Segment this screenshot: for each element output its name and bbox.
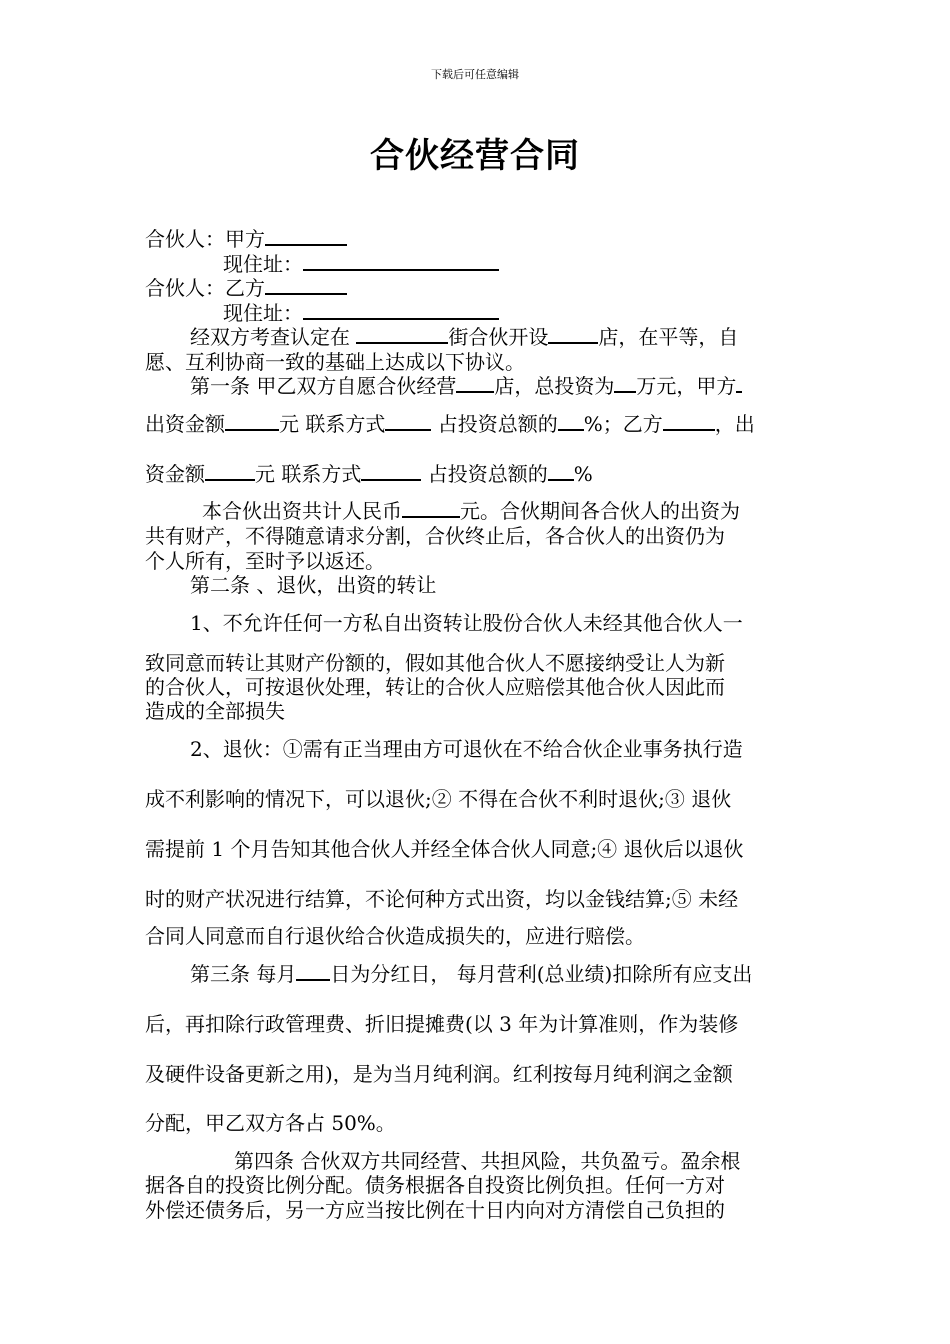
article-4-line: 第四条 合伙双方共同经营、共担风险，共负盈亏。盈余根: [234, 1149, 741, 1173]
article-1-line: 出资金额 元 联系方式 占投资总额的 %；乙方 ，出: [145, 412, 755, 436]
paragraph-line: 据各自的投资比例分配。债务根据各自投资比例负担。任何一方对: [145, 1173, 725, 1197]
party-a-line: 合伙人：甲方: [145, 226, 347, 252]
paragraph-line: 外偿还债务后，另一方应当按比例在十日内向对方清偿自己负担的: [145, 1198, 725, 1222]
paragraph-line: 及硬件设备更新之用)，是为当月纯利润。红利按每月纯利润之金额: [145, 1062, 733, 1086]
blank-field: [663, 411, 715, 431]
paragraph-line: 后，再扣除行政管理费、折旧提摊费(以 3 年为计算准则，作为装修: [145, 1012, 739, 1036]
blank-field: [265, 275, 347, 295]
blank-field: [296, 961, 330, 981]
paragraph-line: 共有财产，不得随意请求分割，合伙终止后，各合伙人的出资仍为: [145, 524, 725, 548]
blank-field: [402, 498, 460, 518]
blank-field: [356, 324, 448, 344]
blank-field: [303, 300, 499, 320]
paragraph-line: 经双方考查认定在 街合伙开设 店，在平等，自: [190, 325, 739, 349]
paragraph-line: 个人所有，至时予以返还。: [145, 549, 385, 573]
article-2-heading: 第二条 、退伙，出资的转让: [190, 573, 437, 597]
article-1-line: 资金额 元 联系方式 占投资总额的 %: [145, 462, 593, 486]
blank-field: [456, 373, 494, 393]
page-header: 下载后可任意编辑: [431, 68, 519, 81]
paragraph-line: 成不利影响的情况下，可以退伙;② 不得在合伙不利时退伙;③ 退伙: [145, 787, 732, 811]
blank-field: [265, 226, 347, 246]
paragraph-line: 致同意而转让其财产份额的，假如其他合伙人不愿接纳受让人为新: [145, 651, 725, 675]
party-b-address-line: 现住址：: [223, 300, 499, 326]
paragraph-line: 的合伙人，可按退伙处理，转让的合伙人应赔偿其他合伙人因此而: [145, 675, 725, 699]
paragraph-line: 愿、互利协商一致的基础上达成以下协议。: [145, 350, 525, 374]
blank-field: [614, 373, 636, 393]
party-a-address-line: 现住址：: [223, 251, 499, 277]
blank-field: [361, 461, 421, 481]
party-b-line: 合伙人：乙方: [145, 275, 347, 301]
paragraph-line: 造成的全部损失: [145, 699, 285, 723]
blank-field: [558, 411, 584, 431]
blank-field: [385, 411, 431, 431]
blank-field: [303, 251, 499, 271]
paragraph-line: 需提前 1 个月告知其他合伙人并经全体合伙人同意;④ 退伙后以退伙: [145, 837, 744, 861]
paragraph-line: 本合伙出资共计人民币 元。合伙期间各合伙人的出资为: [202, 499, 740, 523]
blank-field: [736, 373, 742, 393]
blank-field: [548, 461, 574, 481]
blank-field: [205, 461, 255, 481]
document-title: 合伙经营合同: [370, 136, 580, 176]
paragraph-line: 1、不允许任何一方私自出资转让股份合伙人未经其他合伙人一: [190, 611, 743, 635]
paragraph-line: 时的财产状况进行结算，不论何种方式出资，均以金钱结算;⑤ 未经: [145, 887, 739, 911]
blank-field: [548, 324, 598, 344]
paragraph-line: 分配，甲乙双方各占 50%。: [145, 1111, 396, 1135]
article-1-line: 第一条 甲乙双方自愿合伙经营 店，总投资为 万元，甲方: [190, 373, 742, 399]
article-3-line: 第三条 每月 日为分红日， 每月营利(总业绩)扣除所有应支出: [190, 962, 753, 986]
paragraph-line: 合同人同意而自行退伙给合伙造成损失的，应进行赔偿。: [145, 924, 645, 948]
blank-field: [225, 411, 279, 431]
paragraph-line: 2、退伙：①需有正当理由方可退伙在不给合伙企业事务执行造: [190, 737, 743, 761]
